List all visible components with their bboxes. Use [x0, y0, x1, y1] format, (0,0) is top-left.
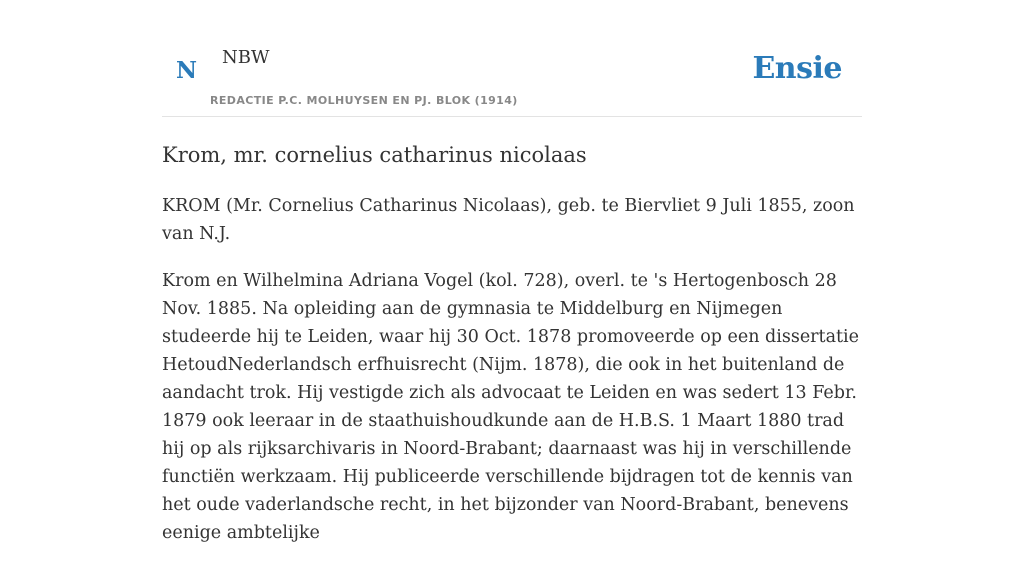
source-name[interactable]: NBW — [222, 47, 270, 68]
article-paragraph: Krom en Wilhelmina Adriana Vogel (kol. 728), overl. te 's Hertogenbosch 28 Nov. 1885. Na opleiding aan de gymnasia te Middelburg en Nijmegen studeerde hij te Leiden, waar hij 30 Oct. 1878 promoveerde op een dissertatie HetoudNederlandsch erfhuisrecht (Nijm. 1878), die ook in het buitenland de aandacht trok. Hij vestigde zich als advocaat te Leiden en was sedert 13 Febr. 1879 ook leeraar in de staathuishoudkunde aan de H.B.S. 1 Maart 1880 trad hij op als rijksarchivaris in Noord-Brabant; daarnaast was hij in verschillende functiën werkzaam. Hij publiceerde verschillende bijdragen tot de kennis van het oude vaderlandsche recht, in het bijzonder van Noord-Brabant, benevens eenige ambtelijke — [162, 271, 859, 543]
source-logo[interactable]: N — [176, 57, 198, 84]
site-header — [162, 0, 862, 117]
article-body — [162, 192, 864, 566]
source-subtitle: REDACTIE P.C. MOLHUYSEN EN PJ. BLOK (1914) — [210, 94, 518, 107]
article-paragraph: KROM (Mr. Cornelius Catharinus Nicolaas), geb. te Biervliet 9 Juli 1855, zoon van N.J. — [162, 196, 855, 244]
brand-logo[interactable]: Ensie — [752, 51, 842, 86]
page-title: Krom, mr. cornelius catharinus nicolaas — [162, 143, 587, 167]
